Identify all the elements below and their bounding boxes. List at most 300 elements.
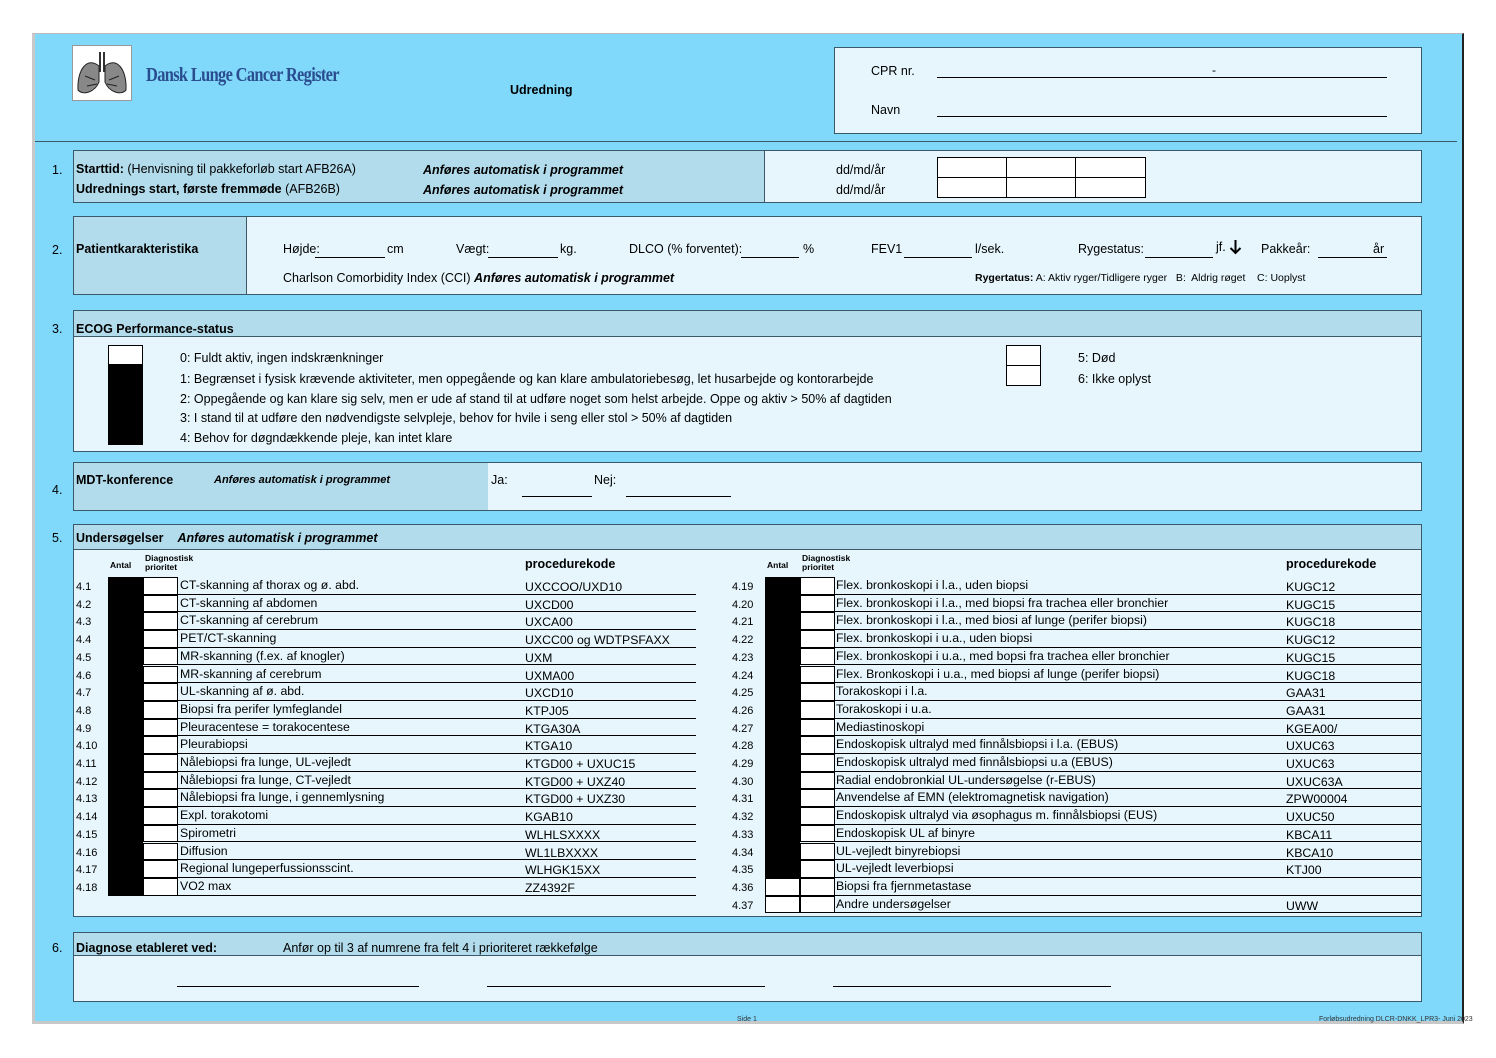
- dlco-label: DLCO (% forventet):: [629, 242, 743, 256]
- table-row: [834, 736, 1421, 754]
- priority-field[interactable]: [143, 683, 178, 701]
- smoke-ref: jf.: [1216, 240, 1226, 254]
- antal-field[interactable]: [108, 577, 143, 595]
- row-number: 4.7: [76, 687, 92, 700]
- row-number: 4.28: [732, 740, 754, 753]
- col-header-antal: Antal: [110, 560, 132, 570]
- procedure-code: KUGC15: [1286, 597, 1336, 612]
- antal-field[interactable]: [108, 595, 143, 613]
- header-divider: [35, 141, 1457, 142]
- priority-field[interactable]: [800, 648, 835, 666]
- priority-field[interactable]: [143, 595, 178, 613]
- section-title: Undersøgelser Anføres automatisk i programmet: [76, 531, 378, 545]
- exam-name: Flex. bronkoskopi i l.a., uden biopsi: [836, 578, 1029, 592]
- priority-field[interactable]: [800, 595, 835, 613]
- table-row: [178, 577, 696, 595]
- exam-name: Biopsi fra fjernmetastase: [836, 878, 972, 893]
- procedure-code: WL1LBXXXX: [525, 845, 599, 860]
- weight-label: Vægt:: [456, 242, 490, 256]
- exam-name: Spirometri: [180, 825, 237, 840]
- weight-unit: kg.: [560, 242, 577, 256]
- col-header-code: procedurekode: [1286, 557, 1377, 571]
- procedure-code: UWW: [1286, 898, 1319, 913]
- table-row: [178, 789, 696, 807]
- table-row: [834, 754, 1421, 772]
- exam-name: Radial endobronkial UL-undersøgelse (r-EBUS): [836, 772, 1096, 787]
- exam-name: CT-skanning af cerebrum: [180, 613, 319, 628]
- section-number: 4.: [52, 483, 63, 497]
- ecog-option-4: 4: Behov for døgndækkende pleje, kan intet klare: [180, 431, 453, 445]
- cpr-dash: -: [1212, 63, 1216, 77]
- priority-field[interactable]: [800, 666, 835, 684]
- date-cell[interactable]: [1006, 177, 1076, 198]
- document-id: Forløbsudredning DLCR-DNKK_LPR3- Juni 2023: [1319, 1016, 1473, 1023]
- table-row: [834, 878, 1421, 896]
- priority-field[interactable]: [143, 630, 178, 648]
- pack-years-field[interactable]: [1318, 257, 1387, 258]
- procedure-code: GAA31: [1286, 686, 1326, 701]
- priority-field[interactable]: [800, 736, 835, 754]
- col-header-diag: Diagnostisk: [802, 553, 851, 563]
- row-number: 4.17: [76, 864, 98, 877]
- logo: [72, 45, 132, 101]
- antal-field[interactable]: [108, 683, 143, 701]
- row-number: 4.21: [732, 616, 754, 629]
- table-row: [834, 896, 1421, 914]
- row-number: 4.1: [76, 581, 92, 593]
- antal-field[interactable]: [108, 666, 143, 684]
- ecog-box-0[interactable]: [108, 345, 143, 365]
- exam-name: MR-skanning (f.ex. af knogler): [180, 648, 345, 663]
- priority-field[interactable]: [143, 843, 178, 861]
- priority-field[interactable]: [800, 612, 835, 630]
- antal-field[interactable]: [765, 825, 800, 843]
- antal-field[interactable]: [765, 595, 800, 613]
- priority-field[interactable]: [800, 719, 835, 737]
- priority-field[interactable]: [143, 807, 178, 825]
- antal-field[interactable]: [765, 630, 800, 648]
- ecog-option-3: 3: I stand til at udføre den nødvendigste selvpleje, behov for hvile i seng eller stol > 50% af dagtiden: [180, 411, 733, 425]
- exam-name: VO2 max: [180, 878, 232, 893]
- row-number: 4.9: [76, 722, 92, 735]
- antal-field[interactable]: [108, 789, 143, 807]
- dlco-field[interactable]: [741, 257, 799, 258]
- exam-name: Biopsi fra perifer lymfeglandel: [180, 701, 342, 716]
- table-row: [834, 807, 1421, 825]
- exam-name: PET/CT-skanning: [180, 631, 277, 646]
- section-number: 6.: [52, 941, 63, 955]
- section-title: Diagnose etableret ved:: [76, 941, 218, 955]
- col-header-code: procedurekode: [525, 557, 616, 571]
- priority-field[interactable]: [143, 701, 178, 719]
- table-row: [834, 612, 1421, 630]
- procedure-code: KUGC12: [1286, 633, 1336, 648]
- ecog-option-5: 5: Død: [1078, 351, 1116, 365]
- auto-note: Anføres automatisk i programmet: [423, 163, 624, 177]
- antal-field[interactable]: [108, 719, 143, 737]
- logo-text: Dansk Lunge Cancer Register: [146, 64, 339, 86]
- procedure-code: UXCD10: [525, 686, 574, 701]
- page-number: Side 1: [737, 1016, 757, 1023]
- row-number: 4.12: [76, 775, 98, 788]
- mdt-yes-label: Ja:: [491, 473, 508, 487]
- antal-field[interactable]: [765, 666, 800, 684]
- procedure-code: KTJ00: [1286, 863, 1322, 878]
- cpr-label: CPR nr.: [871, 64, 915, 78]
- table-row: [834, 843, 1421, 861]
- date-cell[interactable]: [1006, 157, 1076, 178]
- diagnosis-field-1[interactable]: [177, 986, 419, 987]
- antal-field[interactable]: [108, 736, 143, 754]
- exam-name: UL-skanning af ø. abd.: [180, 684, 305, 699]
- col-header-prio: prioritet: [802, 562, 835, 572]
- exam-name: MR-skanning af cerebrum: [180, 666, 322, 681]
- name-field[interactable]: [937, 116, 1387, 117]
- procedure-code: KUGC18: [1286, 668, 1336, 683]
- antal-field[interactable]: [108, 807, 143, 825]
- table-row: [178, 772, 696, 790]
- antal-field[interactable]: [108, 648, 143, 666]
- fev1-unit: l/sek.: [975, 242, 1005, 256]
- priority-field[interactable]: [143, 666, 178, 684]
- table-row: [178, 683, 696, 701]
- priority-field[interactable]: [143, 878, 178, 896]
- priority-field[interactable]: [800, 683, 835, 701]
- exam-name: Nålebiopsi fra lunge, i gennemlysning: [180, 790, 385, 805]
- exam-name: Nålebiopsi fra lunge, CT-vejledt: [180, 772, 351, 787]
- row-number: 4.32: [732, 811, 754, 824]
- row-number: 4.20: [732, 598, 754, 611]
- antal-field[interactable]: [765, 719, 800, 737]
- procedure-code: KTGD00 + UXUC15: [525, 757, 636, 771]
- antal-field[interactable]: [108, 612, 143, 630]
- exam-name: Flex. bronkoskopi i u.a., uden biopsi: [836, 631, 1033, 646]
- row-number: 4.33: [732, 828, 754, 841]
- priority-field[interactable]: [143, 648, 178, 666]
- date-cell[interactable]: [937, 157, 1007, 178]
- table-row: [834, 701, 1421, 719]
- exam-name: Diffusion: [180, 843, 228, 858]
- date-format-label: dd/md/år: [836, 163, 886, 177]
- exam-name: Flex. Bronkoskopi i u.a., med biopsi af lunge (perifer biopsi): [836, 666, 1160, 681]
- procedure-code: WLHLSXXXX: [525, 827, 601, 842]
- smoke-legend: Rygertatus: A: Aktiv ryger/Tidligere ryger B: Aldrig røget C: Uoplyst: [975, 272, 1306, 284]
- priority-field[interactable]: [800, 772, 835, 790]
- section-number: 1.: [52, 163, 63, 177]
- row-number: 4.4: [76, 634, 92, 647]
- procedure-code: KBCA10: [1286, 845, 1334, 860]
- table-row: [178, 860, 696, 878]
- antal-field[interactable]: [108, 754, 143, 772]
- antal-field[interactable]: [765, 736, 800, 754]
- ecog-option-6: 6: Ikke oplyst: [1078, 372, 1151, 386]
- procedure-code: KTGD00 + UXZ40: [525, 774, 626, 789]
- fev1-label: FEV1: [871, 242, 903, 256]
- section-number: 5.: [52, 531, 63, 545]
- antal-field[interactable]: [108, 825, 143, 843]
- priority-field[interactable]: [800, 878, 835, 896]
- section-6-header: [74, 933, 1421, 956]
- table-row: [834, 719, 1421, 737]
- smoke-status-field[interactable]: [1145, 257, 1213, 258]
- diagnosis-instruction: Anfør op til 3 af numrene fra felt 4 i prioriteret rækkefølge: [283, 941, 598, 955]
- antal-field[interactable]: [765, 896, 800, 914]
- procedure-code: KTPJ05: [525, 703, 569, 718]
- row-number: 4.37: [732, 899, 754, 912]
- procedure-code: UXCCOO/UXD10: [525, 580, 623, 594]
- date-format-label: dd/md/år: [836, 183, 886, 197]
- dlco-unit: %: [803, 242, 815, 256]
- table-row: [178, 807, 696, 825]
- procedure-code: KUGC15: [1286, 650, 1336, 665]
- exam-name: UL-vejledt leverbiopsi: [836, 861, 954, 876]
- cpr-panel: [834, 47, 1422, 134]
- row-number: 4.13: [76, 793, 98, 806]
- procedure-code: UXUC63: [1286, 757, 1335, 771]
- row-number: 4.35: [732, 864, 754, 877]
- height-label: Højde:: [283, 242, 320, 256]
- exam-name: Endoskopisk UL af binyre: [836, 825, 975, 840]
- priority-field[interactable]: [800, 843, 835, 861]
- section-3-header: [74, 311, 1421, 337]
- cci-label: Charlson Comorbidity Index (CCI) Anføres automatisk i programmet: [283, 271, 675, 285]
- date-cell[interactable]: [937, 177, 1007, 198]
- antal-field[interactable]: [765, 843, 800, 861]
- antal-field[interactable]: [108, 860, 143, 878]
- table-row: [178, 754, 696, 772]
- table-row: [178, 630, 696, 648]
- table-row: [834, 648, 1421, 666]
- exam-name: Regional lungeperfussionsscint.: [180, 861, 354, 876]
- ecog-option-2: 2: Oppegående og kan klare sig selv, men er ude af stand til at udføre noget som helst arbejde. Oppe og aktiv > 50% af dagtiden: [180, 392, 892, 406]
- antal-field[interactable]: [108, 772, 143, 790]
- exam-name: Flex. bronkoskopi i l.a., med biosi af lunge (perifer biopsi): [836, 613, 1147, 628]
- antal-field[interactable]: [108, 701, 143, 719]
- auto-note: Anføres automatisk i programmet: [214, 474, 391, 486]
- name-label: Navn: [871, 103, 901, 117]
- row-number: 4.25: [732, 687, 754, 700]
- table-row: [178, 595, 696, 613]
- row-number: 4.5: [76, 651, 92, 664]
- procedure-code: GAA31: [1286, 703, 1326, 718]
- priority-field[interactable]: [143, 772, 178, 790]
- priority-field[interactable]: [143, 825, 178, 843]
- procedure-code: ZZ4392F: [525, 880, 575, 895]
- section-title: Patientkarakteristika: [76, 242, 199, 256]
- exam-name: Mediastinoskopi: [836, 719, 925, 734]
- col-header-antal: Antal: [767, 560, 789, 570]
- priority-field[interactable]: [143, 719, 178, 737]
- antal-field[interactable]: [765, 754, 800, 772]
- table-row: [178, 612, 696, 630]
- weight-field[interactable]: [488, 257, 558, 258]
- procedure-code: UXM: [525, 650, 553, 665]
- row-number: 4.11: [76, 758, 97, 770]
- ecog-option-1: 1: Begrænset i fysisk krævende aktiviteter, men oppegående og kan klare ambulatoriebesøg, let husarbejde og kontorarbejde: [180, 372, 874, 386]
- row-number: 4.34: [732, 846, 754, 859]
- procedure-code: UXCD00: [525, 597, 574, 612]
- antal-field[interactable]: [765, 878, 800, 896]
- table-row: [178, 701, 696, 719]
- row-number: 4.31: [732, 793, 754, 806]
- exam-name: CT-skanning af abdomen: [180, 595, 318, 610]
- row-number: 4.22: [732, 634, 754, 647]
- exam-name: Flex. bronkoskopi i l.a., med biopsi fra trachea eller bronchier: [836, 595, 1169, 610]
- antal-field[interactable]: [765, 577, 800, 595]
- procedure-code: UXCA00: [525, 615, 573, 630]
- antal-field[interactable]: [108, 878, 143, 896]
- ecog-box-column: [108, 365, 143, 445]
- row-number: 4.10: [76, 740, 98, 753]
- antal-field[interactable]: [765, 807, 800, 825]
- table-row: [178, 825, 696, 843]
- row-number: 4.19: [732, 581, 754, 593]
- row-number: 4.30: [732, 775, 754, 788]
- procedure-code: ZPW00004: [1286, 792, 1348, 807]
- fev1-field[interactable]: [904, 257, 972, 258]
- table-row: [834, 860, 1421, 878]
- procedure-code: KGEA00/: [1286, 721, 1338, 736]
- antal-field[interactable]: [765, 701, 800, 719]
- row-number: 4.16: [76, 846, 98, 859]
- mdt-no-label: Nej:: [594, 473, 617, 487]
- section-title: MDT-konference: [76, 473, 174, 487]
- starttid-label: Starttid: (Henvisning til pakkeforløb start AFB26A): [76, 162, 356, 176]
- procedure-code: KTGA30A: [525, 721, 581, 736]
- ecog-box-6[interactable]: [1006, 365, 1041, 386]
- table-row: [834, 825, 1421, 843]
- exam-name: Anvendelse af EMN (elektromagnetisk navigation): [836, 790, 1109, 805]
- antal-field[interactable]: [108, 630, 143, 648]
- antal-field[interactable]: [108, 843, 143, 861]
- section-title: ECOG Performance-status: [76, 322, 234, 336]
- exam-name: Endoskopisk ultralyd med finnålsbiopsi i l.a. (EBUS): [836, 737, 1119, 752]
- date-cell[interactable]: [1075, 157, 1146, 178]
- diagnosis-field-3[interactable]: [833, 986, 1111, 987]
- smoke-status-label: Rygestatus:: [1078, 242, 1145, 256]
- row-number: 4.26: [732, 704, 754, 717]
- antal-field[interactable]: [765, 860, 800, 878]
- table-row: [178, 666, 696, 684]
- mdt-yes-field[interactable]: [522, 496, 592, 497]
- height-unit: cm: [387, 242, 404, 256]
- ecog-box-5[interactable]: [1006, 345, 1041, 366]
- priority-field[interactable]: [800, 577, 835, 595]
- priority-field[interactable]: [800, 789, 835, 807]
- pack-years-label: Pakkeår:: [1261, 242, 1311, 256]
- priority-field[interactable]: [800, 896, 835, 914]
- procedure-code: KTGA10: [525, 739, 573, 754]
- procedure-code: UXUC50: [1286, 810, 1335, 825]
- date-cell[interactable]: [1075, 177, 1146, 198]
- height-field[interactable]: [315, 257, 385, 258]
- antal-field[interactable]: [765, 648, 800, 666]
- row-number: 4.2: [76, 598, 92, 611]
- table-row: [178, 843, 696, 861]
- priority-field[interactable]: [800, 754, 835, 772]
- priority-field[interactable]: [800, 860, 835, 878]
- exam-name: Pleuracentese = torakocentese: [180, 719, 350, 734]
- row-number: 4.15: [76, 828, 98, 841]
- arrow-down-icon: [1229, 239, 1242, 260]
- table-row: [178, 648, 696, 666]
- table-row: [178, 878, 696, 896]
- priority-field[interactable]: [800, 825, 835, 843]
- table-row: [834, 630, 1421, 648]
- procedure-code: KGAB10: [525, 810, 573, 825]
- antal-field[interactable]: [765, 683, 800, 701]
- procedure-code: KBCA11: [1286, 827, 1333, 842]
- row-number: 4.14: [76, 811, 98, 824]
- exam-name: Endoskopisk ultralyd via øsophagus m. finnålsbiopsi (EUS): [836, 808, 1158, 823]
- section-number: 2.: [52, 243, 63, 257]
- cpr-field[interactable]: [937, 77, 1387, 78]
- priority-field[interactable]: [800, 807, 835, 825]
- exam-name: Endoskopisk ultralyd med finnålsbiopsi u.a (EBUS): [836, 755, 1113, 769]
- col-header-diag: Diagnostisk: [145, 553, 194, 563]
- table-row: [178, 719, 696, 737]
- priority-field[interactable]: [143, 860, 178, 878]
- exam-name: Nålebiopsi fra lunge, UL-vejledt: [180, 755, 351, 769]
- exam-name: CT-skanning af thorax og ø. abd.: [180, 578, 360, 592]
- exam-name: Expl. torakotomi: [180, 808, 269, 823]
- table-row: [834, 577, 1421, 595]
- row-number: 4.3: [76, 616, 92, 629]
- pack-years-unit: år: [1373, 242, 1385, 256]
- procedure-code: UXCC00 og WDTPSFAXX: [525, 633, 670, 648]
- exam-name: UL-vejledt binyrebiopsi: [836, 843, 961, 858]
- exam-name: Torakoskopi i u.a.: [836, 701, 932, 716]
- exam-name: Torakoskopi i l.a.: [836, 684, 928, 699]
- priority-field[interactable]: [143, 612, 178, 630]
- form-title: Udredning: [510, 83, 573, 97]
- row-number: 4.6: [76, 669, 92, 682]
- procedure-code: KUGC18: [1286, 615, 1336, 630]
- priority-field[interactable]: [800, 630, 835, 648]
- udredning-start-label: Udrednings start, første fremmøde (AFB26B): [76, 182, 340, 196]
- priority-field[interactable]: [143, 754, 178, 772]
- auto-note: Anføres automatisk i programmet: [423, 183, 624, 197]
- priority-field[interactable]: [800, 701, 835, 719]
- row-number: 4.8: [76, 704, 92, 717]
- table-row: [178, 736, 696, 754]
- antal-field[interactable]: [765, 612, 800, 630]
- procedure-code: UXUC63A: [1286, 774, 1343, 789]
- priority-field[interactable]: [143, 736, 178, 754]
- priority-field[interactable]: [143, 577, 178, 595]
- table-row: [834, 789, 1421, 807]
- priority-field[interactable]: [143, 789, 178, 807]
- section-number: 3.: [52, 322, 63, 336]
- procedure-code: KUGC12: [1286, 580, 1336, 594]
- antal-field[interactable]: [765, 772, 800, 790]
- exam-name: Pleurabiopsi: [180, 737, 248, 752]
- row-number: 4.23: [732, 651, 754, 664]
- mdt-no-field[interactable]: [626, 496, 731, 497]
- antal-field[interactable]: [765, 789, 800, 807]
- lungs-icon: [73, 46, 131, 100]
- row-number: 4.29: [732, 758, 754, 770]
- procedure-code: UXUC63: [1286, 739, 1335, 754]
- exam-name: Andre undersøgelser: [836, 896, 951, 911]
- ecog-option-0: 0: Fuldt aktiv, ingen indskrænkninger: [180, 351, 384, 365]
- procedure-code: UXMA00: [525, 668, 575, 683]
- exam-name: Flex. bronkoskopi i u.a., med bopsi fra trachea eller bronchier: [836, 648, 1170, 663]
- row-number: 4.27: [732, 722, 754, 735]
- table-row: [834, 595, 1421, 613]
- table-row: [834, 772, 1421, 790]
- diagnosis-field-2[interactable]: [487, 986, 765, 987]
